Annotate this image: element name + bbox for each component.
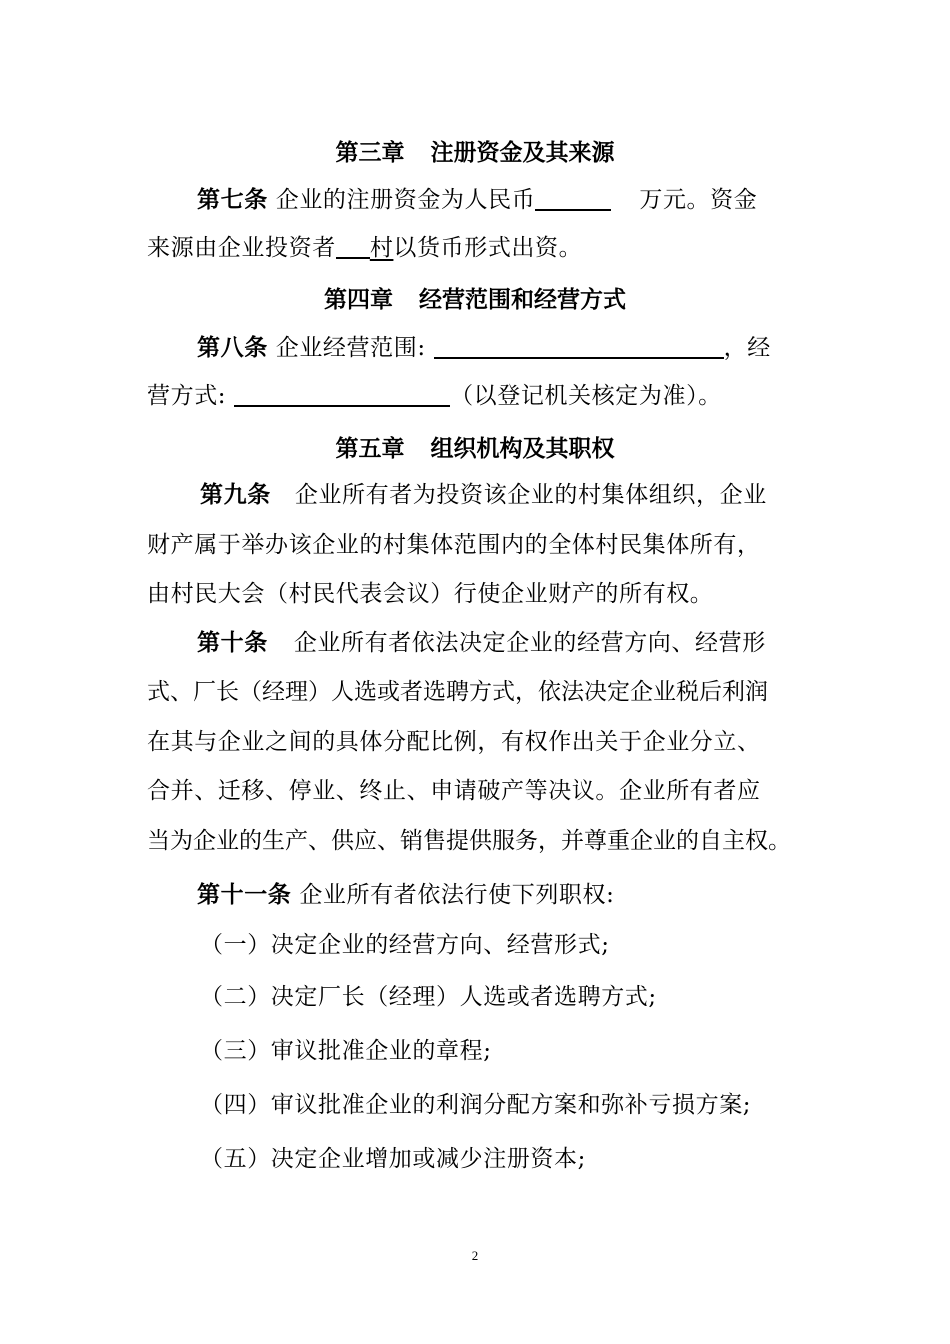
article-10-line-1 — [197, 628, 766, 658]
chapter-5-title: 第五章 — [335, 435, 405, 462]
article-7-village: 村 — [369, 235, 394, 261]
list-item: （四）审议批准企业的利润分配方案和弥补亏损方案; — [200, 1092, 752, 1118]
article-11-label: 第十一条 — [197, 881, 292, 908]
article-9-line-3: 由村民大会（村民代表会议）行使企业财产的所有权。 — [147, 581, 714, 607]
article-7-line-1 — [197, 185, 757, 215]
list-item: （三）审议批准企业的章程; — [200, 1038, 492, 1064]
list-item: （二）决定厂长（经理）人选或者选聘方式; — [200, 984, 657, 1010]
list-item: （一）决定企业的经营方向、经营形式; — [200, 932, 610, 958]
article-10-line-2: 式、厂长（经理）人选或者选聘方式，依法决定企业税后利润 — [147, 679, 768, 705]
article-10-text-1: 企业所有者依法决定企业的经营方向、经营形 — [293, 630, 766, 656]
article-11-text-1: 企业所有者依法行使下列职权: — [299, 882, 615, 908]
article-10-line-5: 当为企业的生产、供应、销售提供服务，并尊重企业的自主权。 — [147, 828, 791, 854]
article-7-text-1: 企业的注册资金为人民币 — [275, 187, 536, 213]
article-9-line-1 — [200, 480, 767, 510]
article-7-text-5: 以货币形式出资。 — [393, 235, 583, 261]
article-9-line-2: 财产属于举办该企业的村集体范围内的全体村民集体所有， — [147, 532, 761, 558]
article-10-line-3: 在其与企业之间的具体分配比例，有权作出关于企业分立、 — [147, 729, 761, 755]
article-7-text-3: 来源由企业投资者 — [147, 235, 336, 261]
article-11-line-1 — [197, 880, 614, 910]
article-8-text-4: （以登记机关核定为准）。 — [450, 383, 722, 409]
chapter-3-title: 第三章 — [335, 139, 405, 166]
article-8-label: 第八条 — [197, 334, 268, 361]
list-item: （五）决定企业增加或减少注册资本; — [200, 1146, 586, 1172]
article-8-text-2: ，经 — [723, 335, 771, 361]
chapter-5-heading — [0, 434, 950, 464]
article-9-label: 第九条 — [200, 481, 271, 508]
article-8-line-2 — [147, 381, 722, 411]
chapter-4-heading — [0, 285, 950, 315]
chapter-3-heading — [0, 138, 950, 168]
article-8-text-3: 营方式: — [147, 383, 227, 409]
article-10-line-4: 合并、迁移、停业、终止、申请破产等决议。企业所有者应 — [147, 778, 761, 804]
page-number: 2 — [471, 1248, 479, 1263]
chapter-5-subtitle: 组织机构及其职权 — [430, 435, 615, 462]
article-10-label: 第十条 — [197, 629, 268, 656]
chapter-4-subtitle: 经营范围和经营方式 — [419, 286, 626, 313]
article-8-line-1 — [197, 333, 771, 363]
chapter-4-title: 第四章 — [324, 286, 393, 313]
article-9-text-1: 企业所有者为投资该企业的村集体组织，企业 — [294, 482, 767, 508]
article-7-text-2: 万元。资金 — [639, 187, 758, 213]
business-scope-blank — [434, 335, 724, 359]
chapter-3-subtitle: 注册资金及其来源 — [430, 139, 615, 166]
article-8-text-1: 企业经营范围: — [275, 335, 426, 361]
capital-amount-blank — [535, 187, 611, 211]
business-mode-blank — [234, 383, 450, 407]
article-7-line-2 — [147, 233, 582, 263]
article-7-label: 第七条 — [197, 186, 268, 213]
